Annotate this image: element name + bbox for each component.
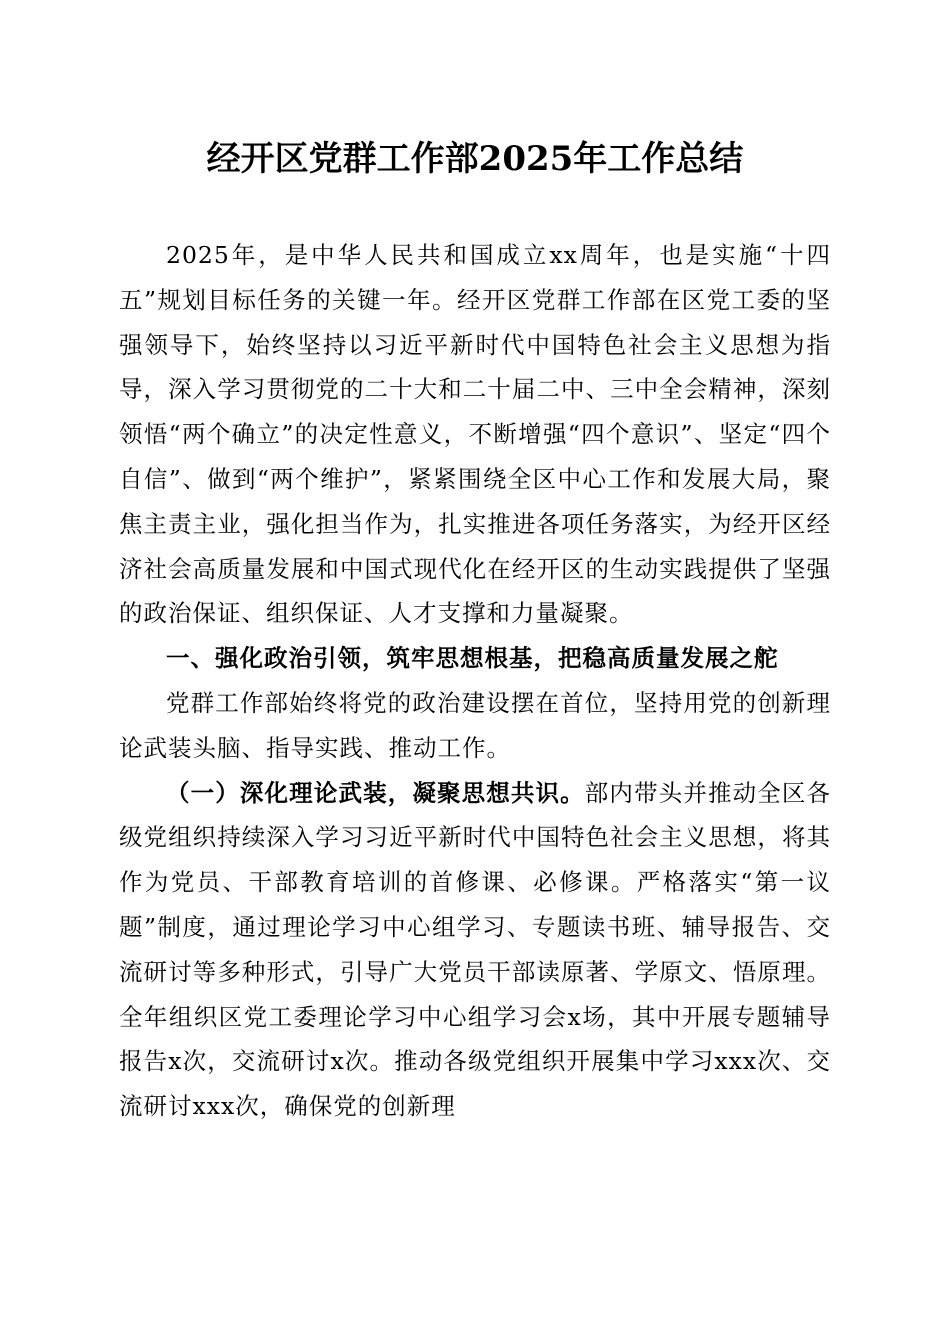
- subsection-lead: （一）深化理论武装，凝聚思想共识。: [166, 778, 585, 807]
- intro-paragraph: 2025年，是中华人民共和国成立xx周年，也是实施“十四五”规划目标任务的关键一年。经开区党群工作部在区党工委的坚强领导下，始终坚持以习近平新时代中国特色社会主义思想为指导，深入学习贯彻党的二十大和二十届二中、三中全会精神，深刻领悟“两个确立”的决定性意义，不断增强“四个意识”、坚定“四个自信”、做到“两个维护”，紧紧围绕全区中心工作和发展大局，聚焦主责主业，强化担当作为，扎实推进各项任务落实，为经开区经济社会高质量发展和中国式现代化在经开区的生动实践提供了坚强的政治保证、组织保证、人才支撑和力量凝聚。: [119, 241, 831, 628]
- subsection-body: 部内带头并推动全区各级党组织持续深入学习习近平新时代中国特色社会主义思想，将其作为党员、干部教育培训的首修课、必修课。严格落实“第一议题”制度，通过理论学习中心组学习、专题读书班、辅导报告、交流研讨等多种形式，引导广大党员干部读原著、学原文、悟原理。全年组织区党工委理论学习中心组学习会x场，其中开展专题辅导报告x次，交流研讨x次。推动各级党组织开展集中学习xxx次、交流研讨xxx次，确保党的创新理: [119, 778, 832, 1121]
- section-heading: 一、强化政治引领，筑牢思想根基，把稳高质量发展之舵: [166, 644, 779, 673]
- document-body: [119, 233, 831, 1129]
- section-intro-paragraph: 党群工作部始终将党的政治建设摆在首位，坚持用党的创新理论武装头脑、指导实践、推动工作。: [119, 688, 831, 762]
- document-title: 经开区党群工作部2025年工作总结: [206, 139, 744, 179]
- subsection-paragraph: [119, 771, 831, 1129]
